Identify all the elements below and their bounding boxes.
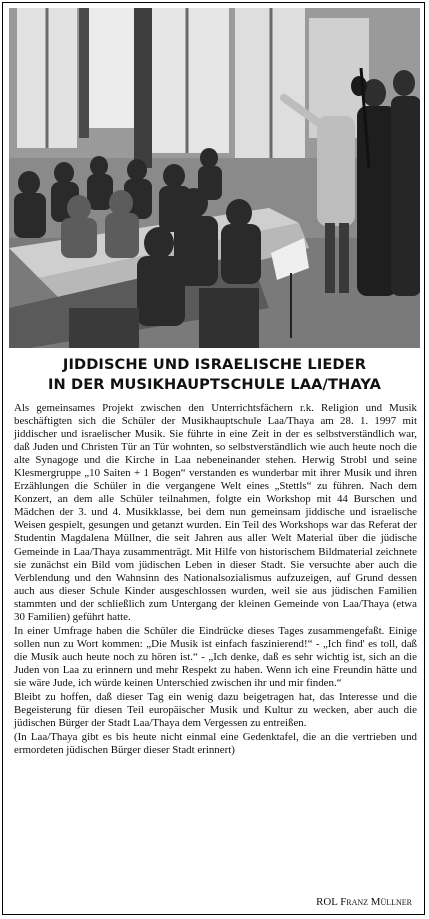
- paragraph-3: Bleibt zu hoffen, daß dieser Tag ein wenig dazu beigetragen hat, das Interesse und die Begeisterung für diesen Teil europäischer Musik und Kultur zu wecken, aber auch die jüdischen Bürger der Stadt Laa/Thaya dem Vergessen zu entreißen.: [14, 691, 417, 730]
- paragraph-4: (In Laa/Thaya gibt es bis heute nicht einmal eine Gedenktafel, die an die vertrieben und ermordeten jüdischen Bürger dieser Stadt erinnert): [14, 731, 417, 757]
- author-byline: ROL Franz Müllner: [316, 896, 412, 908]
- newspaper-clipping: [2, 2, 425, 915]
- article-headline: [9, 355, 420, 395]
- paragraph-1: Als gemeinsames Projekt zwischen den Unterrichtsfächern r.k. Religion und Musik beschäftigten sich die Schüler der Musikhauptschule Laa/Thaya am 28. 1. 1997 mit jiddischer und israelischer Musik. Sie führte in eine Zeit in der es selbstverständlich war, daß Juden und Christen Tür an Tür wohnten, so selbstverständlich wie auch heute noch die alte Synagoge und die Kirche in Laa nebeneinander stehen. Herwig Strobl und seine Klesmergruppe „10 Saiten + 1 Bogen“ verstanden es wunderbar mit ihrer Musik und ihren Erzählungen die Schüler in die vergangene Welt eines „Stettls“ zu führen. Nach dem Konzert, an dem alle Schüler teilnahmen, folgte ein Workshop mit 44 Burschen und Mädchen der 3. und 4. Musikklasse, bei dem nun gemeinsam jiddische und israelische Weisen gespielt, gesungen und getanzt wurden. Ein Teil des Workshops war das Referat der Studentin Magdalena Müllner, die seit Jahren aus aller Welt Material über die jüdische Gemeinde in Laa/Thaya zusammenträgt. Mit Hilfe von historischem Bildmaterial zeichnete sie zunächst ein Bild vom jüdischen Leben in dieser Stadt. Sie versuchte aber auch die Verblendung und den Wahnsinn des Nationalsozialismus aufzuzeigen, auf Grund dessen auch aus dieser Schule Kinder ausgeschlossen wurden, weil sie aus jüdischen Familien stammten und der schließlich zum Untergang der kleinen Gemeinde von Laa/Thaya (etwa 30 Familien) geführt hatte.: [14, 402, 417, 623]
- paragraph-2: In einer Umfrage haben die Schüler die Eindrücke dieses Tages zusammengefaßt. Einige sollen nun zu Wort kommen: „Die Musik ist einfach faszinierend!“ - „Ich find' es toll, daß die Musik auch heute noch zu hören ist.“ - „Ich denke, daß es sehr wichtig ist, sich an die Juden von Laa zu erinnern und mehr Respekt zu haben. Wenn ich eine Freundin hätte und sie wäre Jude, ich würde keinen Unterschied zwischen ihr und mir finden.“: [14, 624, 417, 689]
- headline-line-2: IN DER MUSIKHAUPTSCHULE LAA/THAYA: [48, 376, 381, 393]
- article-photo: [9, 8, 420, 348]
- headline-line-1: JIDDISCHE UND ISRAELISCHE LIEDER: [62, 356, 367, 373]
- article-body: [14, 402, 417, 758]
- classroom-concert-photo: [9, 8, 420, 348]
